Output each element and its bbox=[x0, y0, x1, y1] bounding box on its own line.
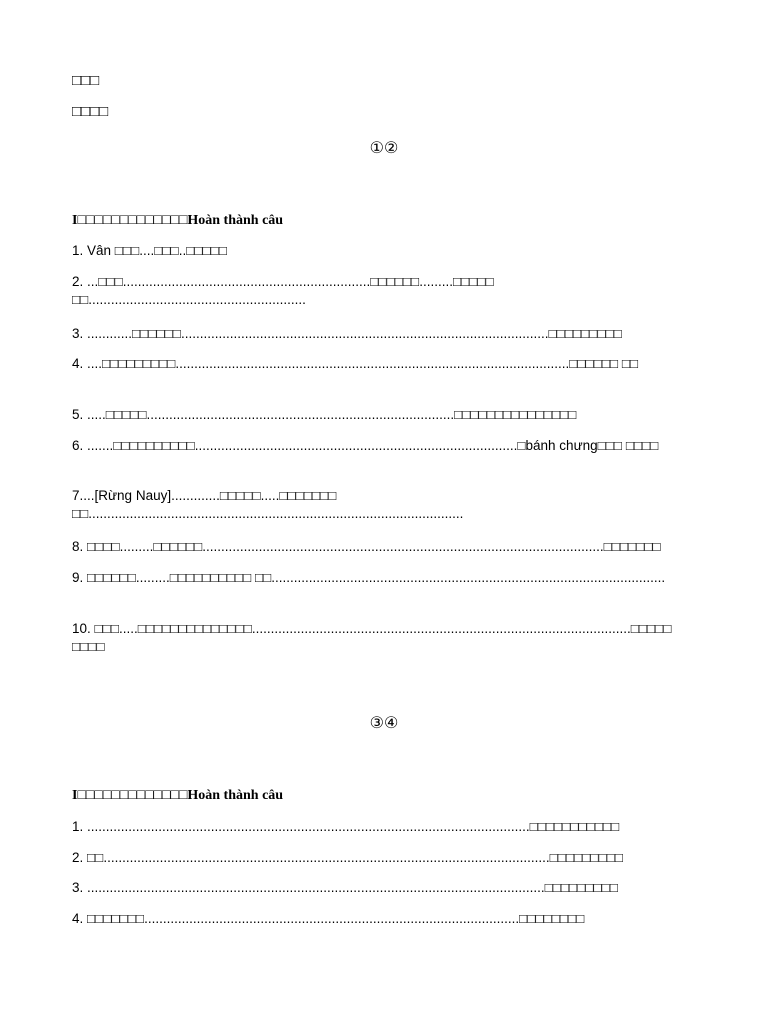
exercise-item-1-2: 2. ...□□□..................................................................□□□□□□.........□□□□□ □□.......................................................... bbox=[72, 274, 494, 307]
header-line-1: □□□ bbox=[72, 72, 100, 89]
exercise-item-1-1: 1. Vân □□□....□□□..□□□□□ bbox=[72, 243, 227, 258]
exercise-item-1-8: 8. □□□□.........□□□□□□...........................................................................................................□□□□□□□ bbox=[72, 539, 661, 554]
exercise-item-1-5: 5. .....□□□□□..................................................................................□□□□□□□□□□□□□□□ bbox=[72, 407, 577, 422]
exercise-item-1-10: 10. □□□.....□□□□□□□□□□□□□□.....................................................................................................□□□□□ □□□□ bbox=[72, 621, 672, 654]
exercise-item-2-2: 2. □□.......................................................................................................................□□□□□□□□□ bbox=[72, 850, 624, 865]
exercise-item-1-3: 3. ............□□□□□□..................................................................................................□□□□□□□□□ bbox=[72, 326, 622, 341]
section-title-1: I□□□□□□□□□□□□□Hoàn thành câu bbox=[72, 213, 284, 228]
section-marker-1: ①② bbox=[369, 140, 399, 157]
exercise-item-1-6: 6. .......□□□□□□□□□□......................................................................................□bánh chưng□□□ □□□□ bbox=[72, 438, 659, 453]
exercise-item-1-4: 4. ....□□□□□□□□□.........................................................................................................□□□□□□ □□ bbox=[72, 356, 639, 371]
section-marker-2: ③④ bbox=[369, 715, 399, 732]
exercise-item-2-3: 3. ..........................................................................................................................□□□□□□□□□ bbox=[72, 880, 618, 895]
exercise-item-2-4: 4. □□□□□□□....................................................................................................□□□□□□□□ bbox=[72, 911, 585, 926]
exercise-item-1-7: 7....[Rừng Nauy].............□□□□□.....□□□□□□□ □□.................................................................................................... bbox=[72, 488, 464, 521]
header-line-2: □□□□ bbox=[72, 103, 109, 120]
exercise-item-2-1: 1. ......................................................................................................................□□□□□□□□□□□ bbox=[72, 819, 620, 834]
exercise-item-1-9: 9. □□□□□□.........□□□□□□□□□□ □□......................................................................................................... bbox=[72, 570, 666, 585]
section-title-2: I□□□□□□□□□□□□□Hoàn thành câu bbox=[72, 788, 284, 803]
